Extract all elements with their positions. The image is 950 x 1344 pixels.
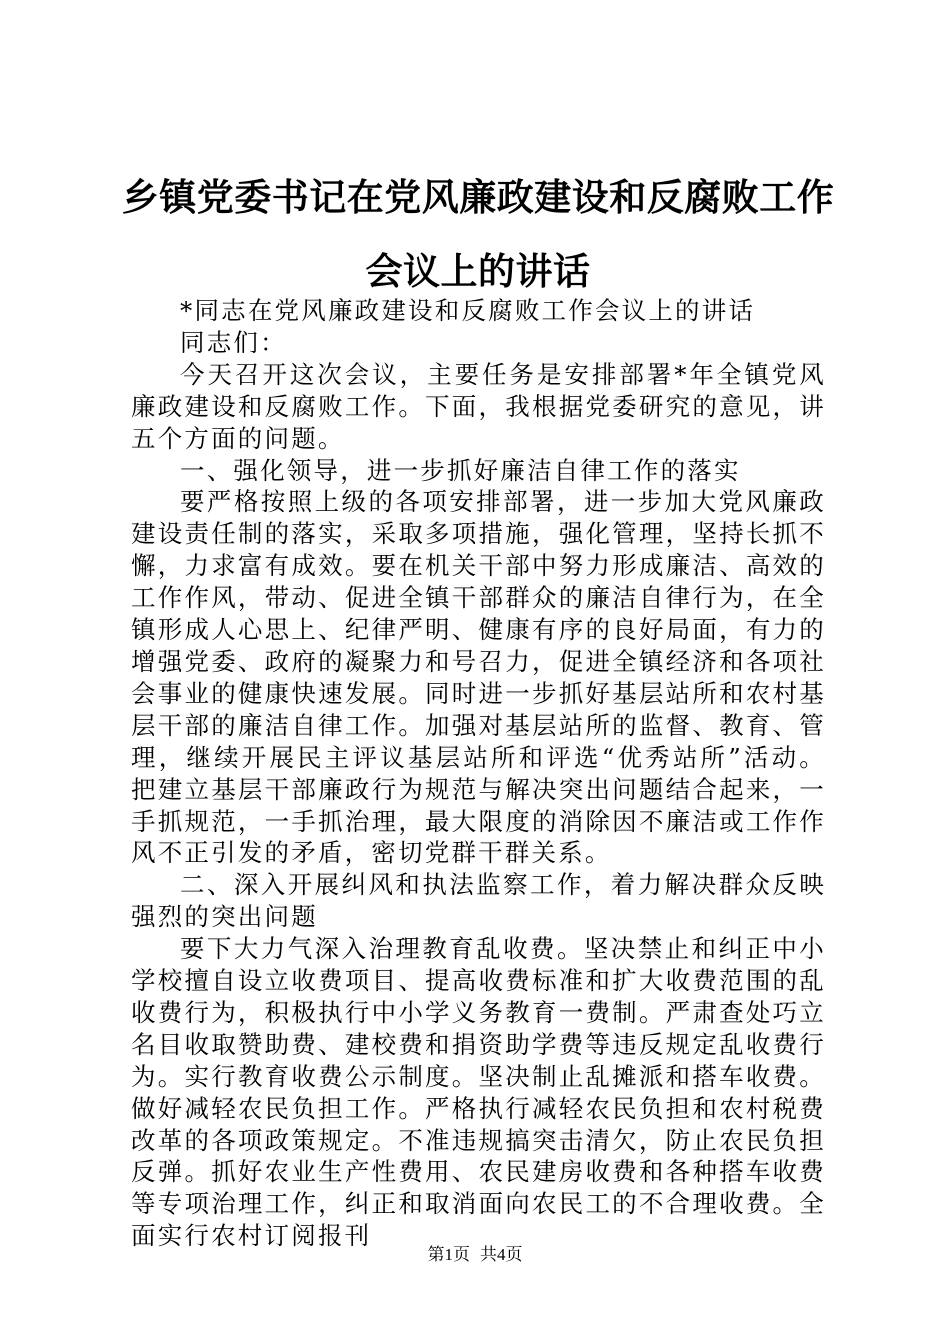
page-total: 共4页 [480, 1245, 523, 1264]
paragraph-section-1: 要严格按照上级的各项安排部署，进一步加大党风廉政建设责任制的落实，采取多项措施，强化管理，坚持长抓不懈，力求富有成效。要在机关干部中努力形成廉洁、高效的工作作风，带动、促进全镇干部群众的廉洁自律行为，在全镇形成人心思上、纪律严明、健康有序的良好局面，有力的增强党委、政府的凝聚力和号召力，促进全镇经济和各项社会事业的健康快速发展。同时进一步抓好基层站所和农村基层干部的廉洁自律工作。加强对基层站所的监督、教育、管理，继续开展民主评议基层站所和评选“优秀站所”活动。把建立基层干部廉政行为规范与解决突出问题结合起来，一手抓规范，一手抓治理，最大限度的消除因不廉洁或工作作风不正引发的矛盾，密切党群干群关系。 [131, 487, 826, 868]
paragraph-section-2: 要下大力气深入治理教育乱收费。坚决禁止和纠正中小学校擅自设立收费项目、提高收费标准和扩大收费范围的乱收费行为，积极执行中小学义务教育一费制。严肃查处巧立名目收取赞助费、建校费和捐资助学费等违反规定乱收费行为。实行教育收费公示制度。坚决制止乱摊派和搭车收费。做好减轻农民负担工作。严格执行减轻农民负担和农村税费改革的各项政策规定。不准违规搞突击清欠，防止农民负担反弹。抓好农业生产性费用、农民建房收费和各种搭车收费等专项治理工作，纠正和取消面向农民工的不合理收费。全面实行农村订阅报刊 [131, 934, 826, 1251]
page-number: 第1页 [427, 1245, 470, 1264]
section-heading-1: 一、强化领导，进一步抓好廉洁自律工作的落实 [180, 455, 741, 485]
page-footer [0, 1243, 950, 1267]
paragraph-salutation: 同志们： [180, 327, 287, 357]
paragraph-intro: 今天召开这次会议，主要任务是安排部署*年全镇党风廉政建设和反腐败工作。下面，我根据党委研究的意见，讲五个方面的问题。 [131, 359, 826, 453]
document-body [131, 295, 826, 1252]
section-heading-2: 二、深入开展纠风和执法监察工作，着力解决群众反映强烈的突出问题 [131, 870, 826, 932]
document-title: 乡镇党委书记在党风廉政建设和反腐败工作会议上的讲话 [121, 175, 835, 293]
paragraph-speech-heading: *同志在党风廉政建设和反腐败工作会议上的讲话 [180, 296, 756, 325]
